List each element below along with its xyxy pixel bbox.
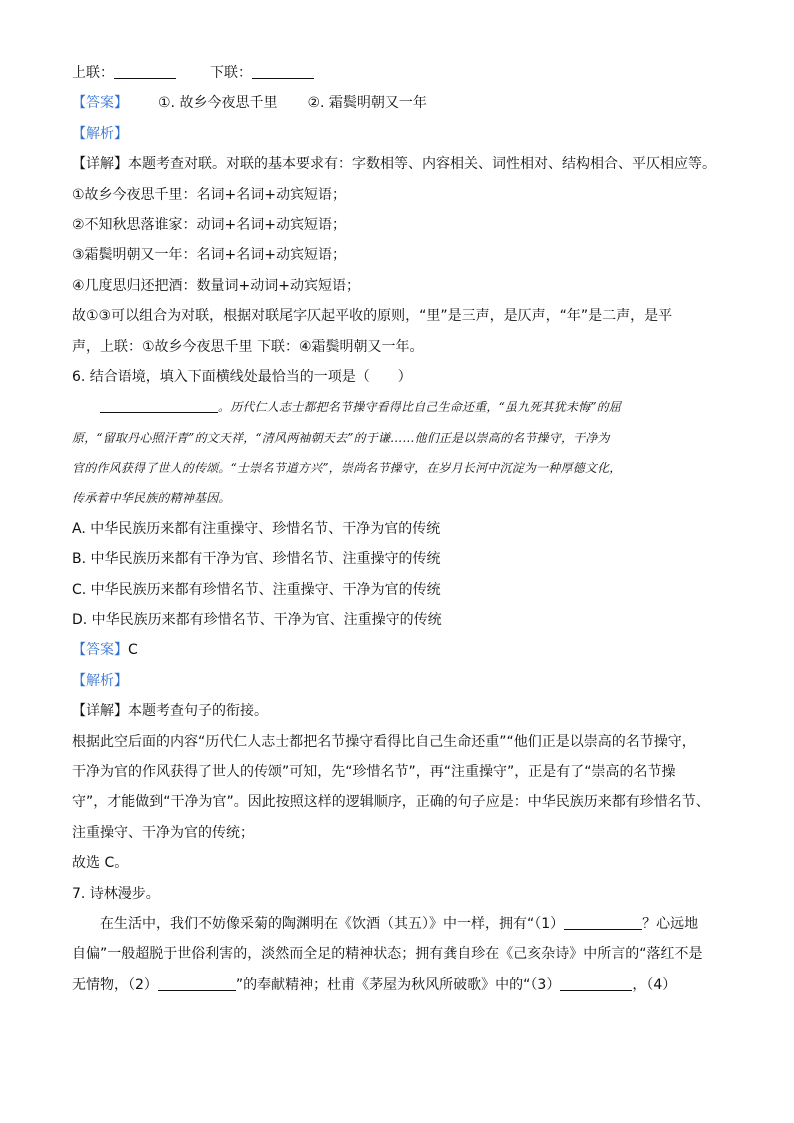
q6-passage-blank: [100, 398, 218, 413]
detail-tag: 【详解】: [72, 156, 128, 173]
q5-answer-line: [72, 93, 720, 123]
q6-option-a: A. 中华民族历来都有注重操守、珍惜名节、干净为官的传统: [72, 520, 441, 537]
q5-answer-2: ②. 霜鬓明朝又一年: [307, 95, 427, 112]
q6-explanation-1: 根据此空后面的内容“历代仁人志士都把名节操守看得比自己生命还重”“他们正是以崇高的名节操守，: [72, 733, 696, 750]
q6-passage-3: 官的作风获得了世人的传颂。“士崇名节道方兴”，崇尚名节操守，在岁月长河中沉淀为一种厚德文化，: [72, 461, 622, 476]
q6-detail-line: [72, 701, 720, 731]
q7-line-2: 自偏”一般超脱于世俗利害的，淡然而全足的精神状态；拥有龚自珍在《己亥杂诗》中所言的“落红不是: [72, 946, 703, 963]
q7-line-3-tail: ，（4）: [632, 976, 677, 993]
answer-tag: 【答案】: [72, 642, 128, 659]
shanglian-blank: [114, 64, 176, 79]
q6-explanation-2: 干净为官的作风获得了世人的传颂”可知，先“珍惜名节”，再“注重操守”，正是有了“崇高的名节操: [72, 763, 676, 780]
q6-answer: C: [128, 642, 138, 659]
q6-passage-2: 原，“留取丹心照汗青”的文天祥，“清风两袖朝天去”的于谦……他们正是以崇高的名节操守，干净为: [72, 430, 610, 445]
q5-conclusion-1: 故①③可以组合为对联，根据对联尾字仄起平收的原则，“里”是三声，是仄声，“年”是二声，是平: [72, 308, 673, 325]
q6-option-d: D. 中华民族历来都有珍惜名节、干净为官、注重操守的传统: [72, 612, 442, 629]
q7-line-3-text: 无情物，（2）: [72, 976, 158, 993]
q5-item-2: ②不知秋思落谁家：动词+名词+动宾短语；: [72, 216, 347, 233]
q5-item-4: ④几度思归还把酒：数量词+动词+动宾短语；: [72, 277, 361, 294]
q7-blank-1: [564, 915, 642, 930]
q5-jiexi-tag: 【解析】: [72, 125, 128, 142]
q7-title: 7. 诗林漫步。: [72, 885, 160, 902]
q6-explanation-4: 注重操守、干净为官的传统；: [72, 824, 254, 841]
couplet-blanks-line: [72, 63, 720, 93]
q6-question: 6. 结合语境，填入下面横线处最恰当的一项是（ ）: [72, 368, 412, 385]
q5-item-3: ③霜鬓明朝又一年：名词+名词+动宾短语；: [72, 247, 347, 264]
q7-blank-3: [560, 976, 632, 991]
q6-passage-4: 传承着中华民族的精神基因。: [72, 491, 231, 506]
q6-explanation-5: 故选 C。: [72, 855, 129, 872]
xialian-blank: [252, 64, 314, 79]
document-content: [72, 63, 720, 1005]
q6-option-b: B. 中华民族历来都有干净为官、珍惜名节、注重操守的传统: [72, 551, 441, 568]
q6-answer-line: [72, 640, 720, 670]
shanglian-label: 上联：: [72, 65, 114, 81]
q6-jiexi-tag: 【解析】: [72, 672, 128, 689]
detail-text: 本题考查句子的衔接。: [128, 703, 268, 720]
detail-text: 本题考查对联。对联的基本要求有：字数相等、内容相关、词性相对、结构相合、平仄相应等。: [128, 156, 716, 173]
q7-line-1: [72, 914, 720, 944]
q6-passage-1-text: 。历代仁人志士都把名节操守看得比自己生命还重，“虽九死其犹未悔”的屈: [218, 400, 622, 415]
q7-line-3-middle: ”的奉献精神；杜甫《茅屋为秋风所破歌》中的“（3）: [235, 976, 561, 993]
answer-tag: 【答案】: [72, 95, 128, 112]
q6-passage-1: [72, 397, 720, 427]
q7-line-3: [72, 975, 720, 1005]
q5-answer-1: ①. 故乡今夜思千里: [158, 95, 278, 112]
detail-tag: 【详解】: [72, 703, 128, 720]
q7-line-1-text: 在生活中，我们不妨像采菊的陶渊明在《饮酒（其五）》中一样，拥有“（1）: [100, 915, 565, 932]
q5-conclusion-2: 声，上联：①故乡今夜思千里 下联：④霜鬓明朝又一年。: [72, 338, 424, 355]
q5-item-1: ①故乡今夜思千里：名词+名词+动宾短语；: [72, 186, 347, 203]
q7-blank-2: [158, 976, 236, 991]
q5-detail-line: [72, 154, 720, 184]
q6-explanation-3: 守”，才能做到“干净为官”。因此按照这样的逻辑顺序，正确的句子应是：中华民族历来都有珍惜名节、: [72, 794, 710, 811]
q7-line-1-tail: ？心远地: [642, 915, 699, 932]
q6-option-c: C. 中华民族历来都有珍惜名节、注重操守、干净为官的传统: [72, 581, 441, 598]
xialian-label: 下联：: [210, 65, 252, 81]
